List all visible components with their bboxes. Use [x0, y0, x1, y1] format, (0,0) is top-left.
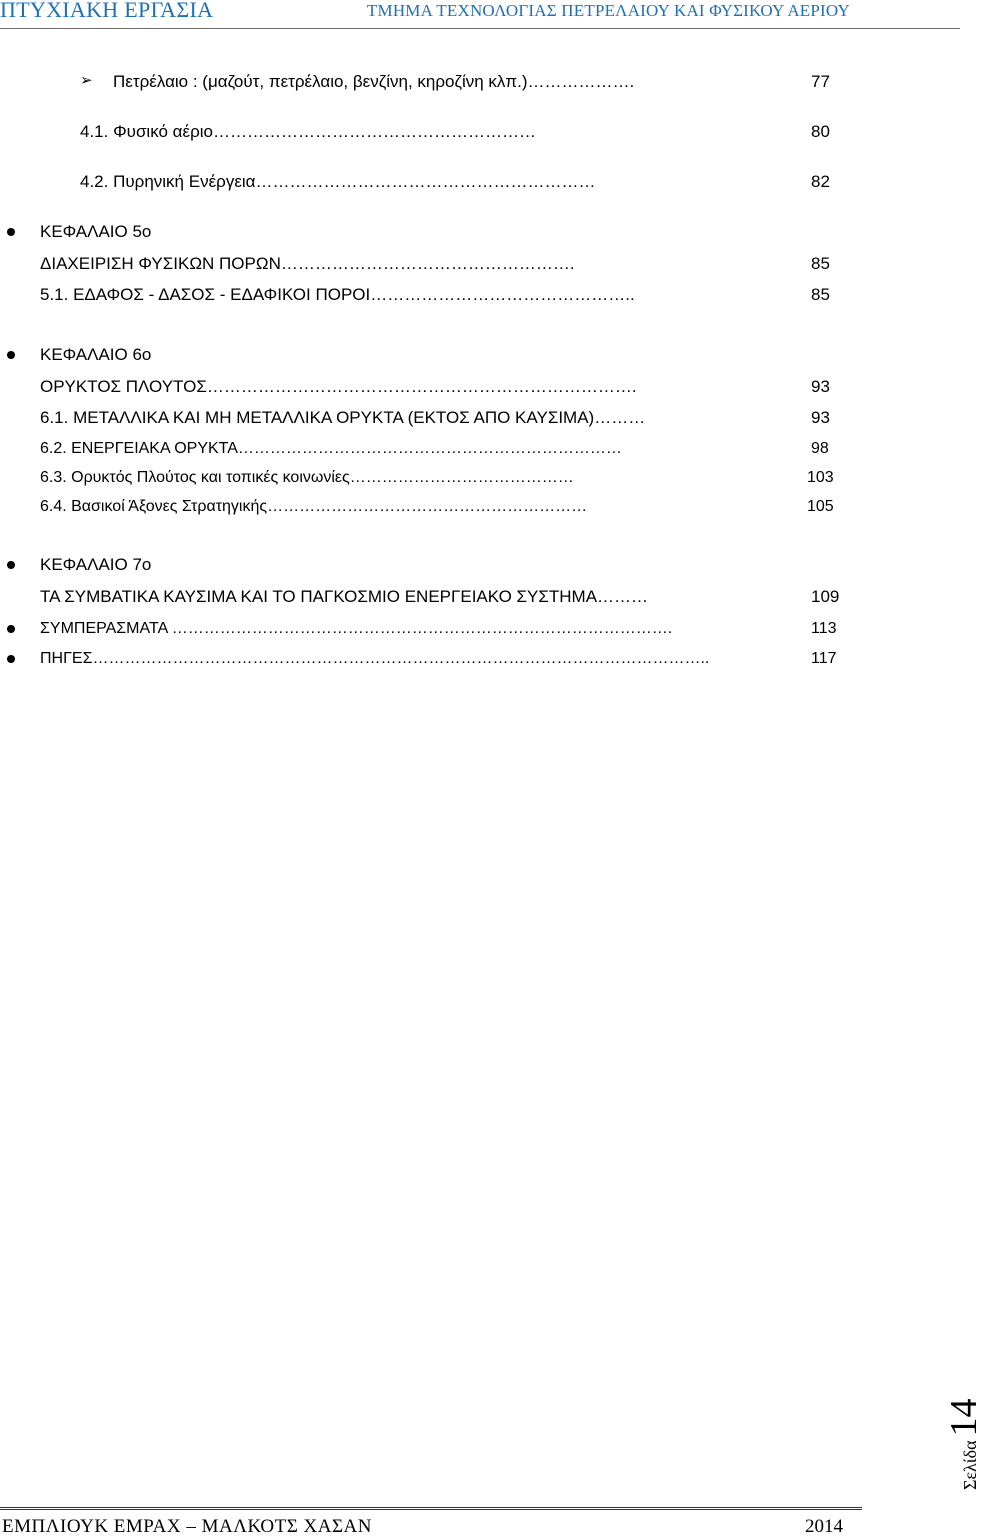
footer-authors: ΕΜΠΛΙΟΥΚ ΕΜΡΑΧ – ΜΑΛΚΟΤΣ ΧΑΣΑΝ [2, 1516, 372, 1537]
footer-year: 2014 [805, 1516, 843, 1537]
toc-entry-label: Πετρέλαιο : (μαζούτ, πετρέλαιο, βενζίνη, κηροζίνη κλπ.)………………. [113, 72, 635, 91]
toc-entry-label: ΠΗΓΕΣ…………………………………………………………………………………………………….. [40, 650, 710, 667]
thesis-title: ΠΤΥΧΙΑΚΗ ΕΡΓΑΣΙΑ [0, 0, 214, 22]
toc-entry-page: 80 [811, 122, 830, 141]
bullet-icon [7, 351, 15, 359]
page-footer [0, 1516, 960, 1540]
toc-entry-label: 6.3. Ορυκτός Πλούτος και τοπικές κοινωνίες…………………………………… [40, 469, 574, 486]
toc-entry [0, 120, 960, 144]
toc-entry [0, 647, 960, 671]
toc-entry-page: 98 [811, 440, 829, 457]
toc-entry-label: ΟΡΥΚΤΟΣ ΠΛΟΥΤΟΣ…………………………………………………………………. [40, 377, 637, 396]
toc-entry-page: 105 [807, 498, 834, 515]
toc-entry-label: 6.1. ΜΕΤΑΛΛΙΚΑ ΚΑΙ ΜΗ ΜΕΤΑΛΛΙΚΑ ΟΡΥΚΤΑ (ΕΚΤΟΣ ΑΠΟ ΚΑΥΣΙΜΑ)……… [40, 408, 646, 427]
footer-divider [0, 1507, 862, 1510]
toc-entry [0, 617, 960, 641]
toc-entry [0, 585, 960, 609]
toc-entry [0, 406, 960, 430]
toc-chapter [0, 220, 960, 244]
toc-chapter [0, 553, 960, 577]
chapter-label: ΚΕΦΑΛΑΙΟ 5ο [40, 222, 152, 241]
toc-entry-page: 113 [811, 620, 837, 637]
toc-entry [0, 437, 960, 461]
bullet-icon [7, 655, 15, 663]
toc-entry-label: ΔΙΑΧΕΙΡΙΣΗ ΦΥΣΙΚΩΝ ΠΟΡΩΝ……………………………………………. [40, 254, 575, 273]
toc-entry-label: 5.1. ΕΔΑΦΟΣ - ΔΑΣΟΣ - ΕΔΑΦΙΚΟΙ ΠΟΡΟΙ……………………………………….. [40, 285, 635, 304]
page-number: 14 [943, 1398, 985, 1437]
chapter-label: ΚΕΦΑΛΑΙΟ 7ο [40, 555, 152, 574]
arrowhead-bullet-icon: ➢ [80, 72, 93, 89]
toc-entry [0, 466, 960, 490]
page-word: Σελίδα [960, 1440, 980, 1490]
bullet-icon [7, 561, 15, 569]
toc-entry-page: 103 [807, 469, 834, 486]
toc-entry [0, 170, 960, 194]
bullet-icon [7, 625, 15, 633]
page-header [0, 0, 960, 29]
toc-entry-page: 85 [811, 254, 830, 273]
toc-entry-label: 4.1. Φυσικό αέριο………………………………………………… [80, 122, 536, 141]
toc-entry-label: ΤΑ ΣΥΜΒΑΤΙΚΑ ΚΑΥΣΙΜΑ ΚΑΙ ΤΟ ΠΑΓΚΟΣΜΙΟ ΕΝΕΡΓΕΙΑΚΟ ΣΥΣΤΗΜΑ……… [40, 587, 649, 606]
toc-entry-page: 117 [811, 650, 837, 667]
toc-entry [0, 495, 960, 519]
department-title: ΤΜΗΜΑ ΤΕΧΝΟΛΟΓΙΑΣ ΠΕΤΡΕΛΑΙΟΥ ΚΑΙ ΦΥΣΙΚΟΥ ΑΕΡΙΟΥ [366, 1, 850, 20]
toc-entry-label: 6.4. Βασικοί Άξονες Στρατηγικής…………………………………………………… [40, 498, 588, 515]
toc-entry [0, 283, 960, 307]
toc-entry-page: 77 [811, 72, 830, 91]
toc-entry-page: 93 [811, 408, 830, 427]
toc-entry-label: 4.2. Πυρηνική Ενέργεια…………………………………………………… [80, 172, 596, 191]
toc-entry-label: 6.2. ΕΝΕΡΓΕΙΑΚΑ ΟΡΥΚΤΑ……………………………………………………………… [40, 440, 622, 457]
chapter-label: ΚΕΦΑΛΑΙΟ 6ο [40, 345, 152, 364]
toc-entry-page: 93 [811, 377, 830, 396]
toc-entry-page: 82 [811, 172, 830, 191]
toc-entry-page: 85 [811, 285, 830, 304]
toc-entry [0, 70, 960, 94]
toc-entry-page: 109 [811, 587, 840, 606]
toc-entry [0, 375, 960, 399]
toc-entry [0, 252, 960, 276]
toc-chapter [0, 343, 960, 367]
toc-entry-label: ΣΥΜΠΕΡΑΣΜΑΤΑ …………………………………………………………………………………. [40, 620, 673, 637]
page-number-vertical [922, 1380, 985, 1490]
bullet-icon [7, 228, 15, 236]
